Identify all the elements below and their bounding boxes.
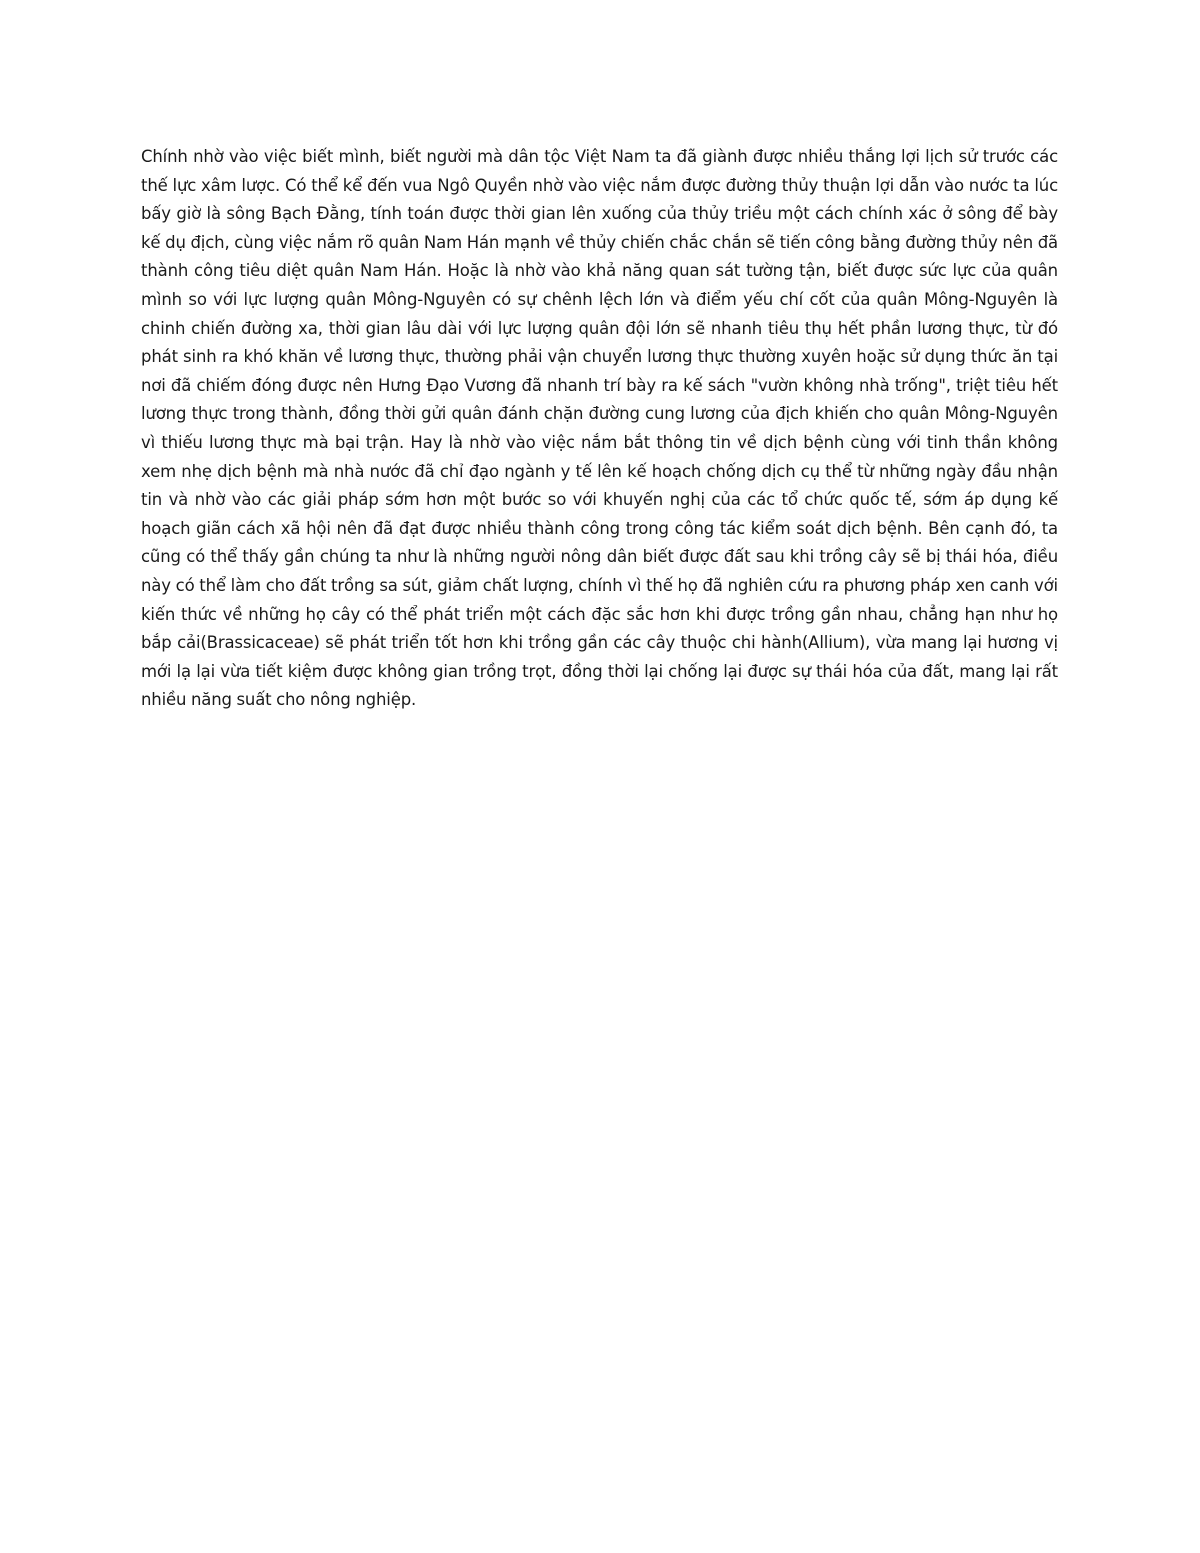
body-paragraph: Chính nhờ vào việc biết mình, biết người mà dân tộc Việt Nam ta đã giành được nhiều thắng lợi lịch sử trước các thế lực xâm lược. Có thể kể đến vua Ngô Quyền nhờ vào việc nắm được đường thủy thuận lợi dẫn vào nước ta lúc bấy giờ là sông Bạch Đằng, tính toán được thời gian lên xuống của thủy triều một cách chính xác ở sông để bày kế dụ địch, cùng việc nắm rõ quân Nam Hán mạnh về thủy chiến chắc chắn sẽ tiến công bằng đường thủy nên đã thành công tiêu diệt quân Nam Hán. Hoặc là nhờ vào khả năng quan sát tường tận, biết được sức lực của quân mình so với lực lượng quân Mông-Nguyên có sự chênh lệch lớn và điểm yếu chí cốt của quân Mông-Nguyên là chinh chiến đường xa, thời gian lâu dài với lực lượng quân đội lớn sẽ nhanh tiêu thụ hết phần lương thực, từ đó phát sinh ra khó khăn về lương thực, thường phải vận chuyển lương thực thường xuyên hoặc sử dụng thức ăn tại nơi đã chiếm đóng được nên Hưng Đạo Vương đã nhanh trí bày ra kế sách "vườn không nhà trống", triệt tiêu hết lương thực trong thành, đồng thời gửi quân đánh chặn đường cung lương của địch khiến cho quân Mông-Nguyên vì thiếu lương thực mà bại trận. Hay là nhờ vào việc nắm bắt thông tin về dịch bệnh cùng với tinh thần không xem nhẹ dịch bệnh mà nhà nước đã chỉ đạo ngành y tế lên kế hoạch chống dịch cụ thể từ những ngày đầu nhận tin và nhờ vào các giải pháp sớm hơn một bước so với khuyến nghị của các tổ chức quốc tế, sớm áp dụng kế hoạch giãn cách xã hội nên đã đạt được nhiều thành công trong công tác kiểm soát dịch bệnh. Bên cạnh đó, ta cũng có thể thấy gần chúng ta như là những người nông dân biết được đất sau khi trồng cây sẽ bị thái hóa, điều này có thể làm cho đất trồng sa sút, giảm chất lượng, chính vì thế họ đã nghiên cứu ra phương pháp xen canh với kiến thức về những họ cây có thể phát triển một cách đặc sắc hơn khi được trồng gần nhau, chẳng hạn như họ bắp cải(Brassicaceae) sẽ phát triển tốt hơn khi trồng gần các cây thuộc chi hành(Allium), vừa mang lại hương vị mới lạ lại vừa tiết kiệm được không gian trồng trọt, đồng thời lại chống lại được sự thái hóa của đất, mang lại rất nhiều năng suất cho nông nghiệp. — [141, 147, 1058, 710]
